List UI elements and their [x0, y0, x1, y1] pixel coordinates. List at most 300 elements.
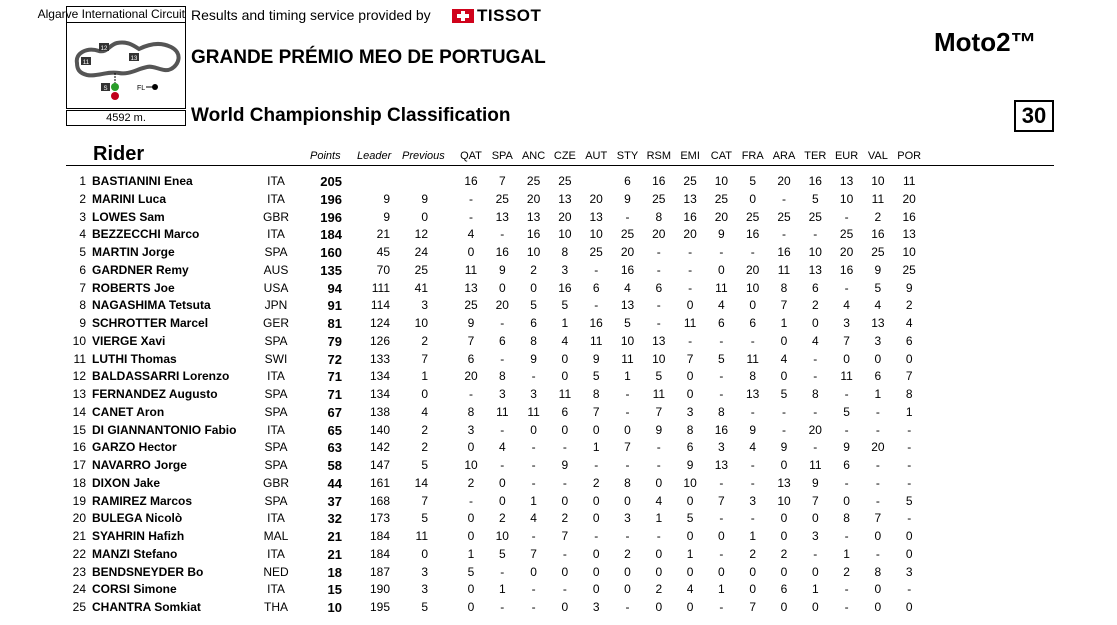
table-row — [0, 582, 1117, 599]
rider-position: 14 — [72, 404, 86, 419]
race-points: 0 — [467, 245, 475, 259]
rider-points: 196 — [320, 209, 342, 225]
column-header-race: STY — [616, 150, 639, 162]
table-row — [0, 334, 1117, 351]
rider-name: BULEGA Nicolò — [92, 511, 183, 526]
gap-to-leader: 173 — [369, 511, 390, 526]
race-points: 8 — [561, 245, 569, 259]
column-header-race: AUT — [585, 150, 608, 162]
race-points: 9 — [655, 422, 663, 437]
race-points: - — [625, 458, 630, 472]
gap-to-leader: 9 — [383, 209, 390, 224]
race-points: 25 — [495, 191, 509, 206]
sponsor-logo — [452, 7, 541, 25]
rider-points: 205 — [320, 174, 342, 189]
race-points: 4 — [467, 227, 475, 242]
race-points: 1 — [498, 582, 506, 597]
race-points: - — [656, 262, 661, 277]
race-points: - — [719, 546, 724, 561]
race-points: 1 — [780, 316, 788, 330]
race-points: 16 — [589, 316, 603, 330]
race-points: - — [719, 600, 724, 614]
race-points: 0 — [843, 351, 850, 366]
gap-to-previous: 3 — [421, 298, 428, 313]
race-points: - — [531, 369, 536, 384]
rider-points: 135 — [320, 262, 342, 278]
race-points: - — [844, 209, 849, 224]
race-points: 16 — [871, 227, 885, 242]
rider-name: ROBERTS Joe — [92, 280, 175, 295]
rider-points: 10 — [327, 600, 342, 615]
svg-text:11: 11 — [82, 60, 90, 66]
header-divider — [66, 165, 1054, 166]
rider-position: 8 — [79, 298, 86, 313]
gap-to-previous: 0 — [421, 209, 428, 224]
rider-name: CANET Aron — [92, 404, 165, 419]
race-points: 16 — [652, 174, 666, 188]
race-points: 2 — [655, 582, 663, 597]
rider-nation: MAL — [263, 529, 289, 543]
race-points: 6 — [498, 333, 506, 348]
race-points: 6 — [530, 316, 537, 330]
race-points: 0 — [905, 529, 913, 543]
rider-position: 10 — [72, 333, 86, 348]
race-points: - — [719, 369, 724, 384]
table-row — [0, 227, 1117, 244]
race-points: 25 — [652, 191, 666, 206]
race-points: 16 — [526, 227, 541, 242]
race-points: 5 — [498, 546, 506, 561]
timing-provider-text: Results and timing service provided by — [191, 7, 431, 23]
race-points: 6 — [655, 280, 663, 295]
race-points: - — [907, 582, 912, 597]
rider-position: 25 — [72, 600, 86, 614]
race-points: 5 — [780, 387, 788, 401]
race-points: 3 — [811, 529, 819, 543]
race-points: - — [844, 529, 849, 543]
race-points: 1 — [843, 546, 850, 561]
rider-name: MANZI Stefano — [92, 546, 178, 561]
race-points: - — [688, 333, 693, 348]
table-row — [0, 369, 1117, 386]
race-points: 0 — [843, 493, 850, 508]
race-points: 0 — [467, 511, 475, 526]
race-points: 8 — [530, 333, 537, 348]
race-points: 7 — [686, 351, 694, 366]
race-points: 0 — [905, 600, 913, 614]
race-points: 0 — [780, 458, 788, 472]
race-points: 0 — [467, 582, 475, 597]
race-points: - — [750, 245, 755, 259]
race-points: - — [625, 387, 630, 401]
race-points: 16 — [495, 245, 509, 259]
race-points: - — [750, 333, 755, 348]
race-points: 2 — [561, 511, 569, 526]
race-points: - — [813, 227, 818, 242]
race-points: 4 — [561, 333, 569, 348]
rider-name: GARZO Hector — [92, 440, 177, 455]
race-points: - — [875, 475, 880, 490]
race-points: - — [625, 529, 630, 543]
race-points: 5 — [686, 511, 694, 526]
race-points: - — [813, 404, 818, 419]
race-points: 9 — [718, 227, 725, 242]
gap-to-previous: 1 — [421, 369, 428, 384]
race-points: 0 — [624, 493, 631, 508]
rider-nation: JPN — [264, 298, 288, 313]
race-points: 0 — [686, 564, 694, 579]
race-points: 20 — [871, 440, 885, 455]
column-header-race: EMI — [680, 150, 700, 162]
rider-name: MARTIN Jorge — [92, 245, 175, 259]
rider-points: 160 — [320, 245, 342, 260]
rider-position: 4 — [79, 227, 86, 242]
race-points: 5 — [811, 191, 819, 206]
race-points: 13 — [620, 298, 635, 313]
race-points: 3 — [718, 440, 725, 455]
rider-position: 7 — [79, 280, 86, 295]
race-points: - — [562, 475, 567, 490]
race-points: 20 — [589, 191, 603, 206]
race-points: 13 — [683, 191, 697, 206]
race-points: 3 — [467, 422, 475, 437]
race-points: - — [719, 245, 724, 259]
race-points: 0 — [718, 262, 725, 277]
column-header-race: CZE — [553, 150, 576, 162]
race-points: 11 — [777, 262, 791, 277]
rider-position: 23 — [72, 564, 86, 579]
race-points: 0 — [530, 280, 537, 295]
race-points: 0 — [811, 600, 819, 614]
race-points: 0 — [780, 529, 788, 543]
race-points: 3 — [749, 493, 757, 508]
race-points: 8 — [498, 369, 506, 384]
race-points: 9 — [561, 458, 569, 472]
race-points: - — [469, 191, 473, 206]
race-points: 0 — [561, 600, 569, 614]
circuit-name: Algarve International Circuit — [37, 7, 185, 21]
race-points: 9 — [749, 422, 757, 437]
gap-to-leader: 168 — [369, 493, 390, 508]
race-points: 7 — [811, 493, 819, 508]
gap-to-leader: 142 — [369, 440, 390, 455]
race-points: 9 — [843, 440, 850, 455]
table-row — [0, 476, 1117, 493]
table-row — [0, 494, 1117, 511]
race-points: 10 — [652, 351, 666, 366]
race-points: 8 — [592, 387, 600, 401]
circuit-length: 4592 m. — [66, 110, 186, 126]
rider-position: 15 — [72, 422, 86, 437]
gap-to-leader: 138 — [369, 404, 390, 419]
rider-position: 6 — [79, 262, 86, 277]
rider-name: DIXON Jake — [92, 475, 161, 490]
race-points: - — [500, 316, 505, 330]
rider-points: 67 — [327, 404, 342, 420]
gap-to-previous: 5 — [421, 600, 428, 614]
race-points: 0 — [467, 440, 475, 455]
gap-to-leader: 187 — [369, 564, 390, 579]
race-points: 0 — [874, 600, 882, 614]
rider-name: CHANTRA Somkiat — [92, 600, 201, 614]
race-points: 25 — [777, 209, 791, 224]
race-points: 0 — [498, 280, 506, 295]
race-points: - — [500, 458, 505, 472]
race-points: 20 — [620, 245, 635, 259]
race-points: 4 — [686, 582, 694, 597]
rider-nation: ITA — [267, 422, 285, 437]
column-header-race: RSM — [646, 150, 672, 162]
rider-points: 18 — [327, 564, 342, 580]
rider-nation: SPA — [264, 245, 288, 259]
rider-nation: GER — [262, 316, 289, 330]
race-points: 5 — [624, 316, 631, 330]
race-points: - — [500, 564, 505, 579]
race-points: 11 — [746, 351, 759, 366]
race-points: 1 — [530, 493, 537, 508]
race-points: 10 — [777, 493, 791, 508]
race-points: 9 — [780, 440, 788, 455]
race-points: 10 — [714, 174, 729, 188]
rider-points: 94 — [327, 280, 342, 296]
rider-nation: ITA — [267, 191, 285, 206]
column-header-points: Points — [310, 150, 341, 162]
column-header-race: POR — [897, 150, 922, 162]
race-points: - — [594, 262, 599, 277]
race-points: 25 — [839, 227, 854, 242]
gap-to-previous: 2 — [421, 333, 428, 348]
race-points: 25 — [589, 245, 603, 259]
race-points: 25 — [683, 174, 697, 188]
race-points: 5 — [655, 369, 663, 384]
gap-to-leader: 111 — [371, 280, 390, 295]
race-points: 0 — [718, 529, 725, 543]
race-points: 10 — [871, 174, 885, 188]
race-points: - — [500, 600, 505, 614]
race-points: 13 — [714, 458, 729, 472]
race-points: 25 — [808, 209, 822, 224]
race-points: 25 — [558, 174, 572, 188]
rider-name: GARDNER Remy — [92, 262, 189, 277]
race-points: 6 — [686, 440, 694, 455]
race-points: 3 — [686, 404, 694, 419]
race-points: 6 — [561, 404, 569, 419]
rider-points: 63 — [327, 440, 342, 456]
rider-name: SCHROTTER Marcel — [92, 316, 209, 330]
race-points: 0 — [718, 564, 725, 579]
race-points: 16 — [558, 280, 572, 295]
race-points: 6 — [467, 351, 475, 366]
race-points: 0 — [780, 564, 788, 579]
gap-to-previous: 41 — [414, 280, 428, 295]
race-points: 1 — [905, 404, 913, 419]
column-header-race: VAL — [867, 150, 888, 162]
race-points: - — [656, 298, 661, 313]
rider-points: 44 — [327, 475, 342, 491]
gap-to-previous: 5 — [421, 458, 428, 472]
rider-name: RAMIREZ Marcos — [92, 493, 193, 508]
gap-to-previous: 3 — [421, 582, 428, 597]
gap-to-leader: 195 — [369, 600, 390, 614]
race-points: 1 — [749, 529, 757, 543]
race-points: 13 — [495, 209, 509, 224]
race-points: 11 — [809, 458, 822, 472]
race-points: 16 — [808, 174, 822, 188]
race-points: 0 — [874, 529, 882, 543]
rider-name: BENDSNEYDER Bo — [92, 564, 204, 579]
race-points: 11 — [683, 316, 697, 330]
race-points: 0 — [561, 351, 569, 366]
rider-nation: ITA — [267, 582, 285, 597]
circuit-map — [66, 22, 186, 109]
rider-position: 5 — [79, 245, 86, 259]
race-points: 7 — [655, 404, 663, 419]
gap-to-previous: 3 — [421, 564, 428, 579]
rider-nation: ITA — [267, 227, 285, 242]
rider-name: CORSI Simone — [92, 582, 177, 597]
race-points: 1 — [874, 387, 882, 401]
table-row — [0, 387, 1117, 404]
race-points: - — [531, 600, 536, 614]
race-points: - — [625, 404, 630, 419]
rider-points: 71 — [327, 387, 342, 402]
race-points: 0 — [905, 351, 913, 366]
race-points: 0 — [592, 546, 600, 561]
race-points: 8 — [874, 564, 882, 579]
race-points: 2 — [498, 511, 506, 526]
race-points: 20 — [464, 369, 478, 384]
rider-name: DI GIANNANTONIO Fabio — [92, 422, 237, 437]
race-points: 4 — [718, 298, 725, 313]
race-points: - — [562, 582, 567, 597]
swiss-cross-icon — [452, 9, 474, 23]
gap-to-previous: 2 — [421, 440, 428, 455]
race-points: - — [813, 546, 818, 561]
column-header-race: SPA — [491, 150, 513, 162]
race-points: 3 — [843, 316, 850, 330]
sponsor-name: TISSOT — [477, 6, 542, 25]
race-points: 4 — [655, 493, 663, 508]
race-points: 0 — [686, 369, 694, 384]
rider-points: 15 — [327, 582, 342, 598]
race-points: - — [844, 422, 849, 437]
race-points: 25 — [620, 227, 635, 242]
gap-to-previous: 7 — [421, 351, 428, 366]
race-points: - — [719, 333, 724, 348]
column-header-race: CAT — [710, 150, 732, 162]
rider-nation: AUS — [263, 262, 289, 277]
table-row — [0, 298, 1117, 315]
race-points: 8 — [718, 404, 725, 419]
race-points: 0 — [686, 298, 694, 313]
race-points: 4 — [874, 298, 882, 313]
race-points: 1 — [624, 369, 631, 384]
race-points: 5 — [467, 564, 475, 579]
race-points: - — [500, 351, 505, 366]
gap-to-leader: 9 — [383, 191, 390, 206]
svg-text:12: 12 — [100, 46, 108, 52]
race-points: 20 — [746, 262, 760, 277]
race-points: - — [875, 404, 880, 419]
race-points: 5 — [749, 174, 757, 188]
race-points: 1 — [655, 511, 663, 526]
table-row — [0, 405, 1117, 422]
race-points: 25 — [714, 191, 729, 206]
race-points: - — [500, 227, 505, 242]
race-points: - — [656, 245, 661, 259]
race-points: - — [782, 422, 786, 437]
rider-position: 22 — [72, 546, 86, 561]
table-row — [0, 511, 1117, 528]
race-points: - — [813, 351, 818, 366]
race-points: 7 — [905, 369, 913, 384]
race-points: 25 — [871, 245, 885, 259]
gap-to-previous: 14 — [414, 475, 428, 490]
race-points: 3 — [530, 387, 537, 401]
gap-to-previous: 2 — [421, 422, 428, 437]
race-points: 9 — [624, 191, 631, 206]
race-points: 0 — [811, 511, 819, 526]
race-points: 0 — [749, 564, 757, 579]
race-points: 7 — [718, 493, 725, 508]
race-points: 0 — [498, 475, 506, 490]
race-points: - — [719, 511, 724, 526]
race-points: 8 — [467, 404, 475, 419]
race-points: 0 — [561, 422, 569, 437]
race-points: 0 — [686, 387, 694, 401]
race-points: - — [907, 458, 912, 472]
column-header-race: TER — [804, 150, 827, 162]
rider-nation: THA — [264, 600, 288, 614]
table-row — [0, 192, 1117, 209]
gap-to-leader: 140 — [369, 422, 390, 437]
race-points: - — [625, 600, 630, 614]
table-row — [0, 210, 1117, 227]
rider-position: 12 — [72, 369, 86, 384]
gap-to-leader: 134 — [369, 369, 390, 384]
race-points: 16 — [683, 209, 697, 224]
race-points: - — [844, 582, 849, 597]
race-points: 20 — [558, 209, 572, 224]
gap-to-leader: 133 — [369, 351, 390, 366]
gap-to-leader: 190 — [369, 582, 390, 597]
rider-position: 2 — [79, 191, 86, 206]
race-points: 20 — [683, 227, 697, 242]
race-points: 9 — [874, 262, 882, 277]
race-points: 0 — [780, 369, 788, 384]
rider-position: 9 — [79, 316, 86, 330]
race-points: 7 — [749, 600, 757, 614]
gap-to-leader: 184 — [369, 546, 390, 561]
race-points: 0 — [874, 582, 882, 597]
race-points: 7 — [561, 529, 569, 543]
race-points: - — [844, 387, 849, 401]
race-points: 4 — [843, 298, 850, 313]
gap-to-previous: 24 — [414, 245, 428, 259]
race-points: 7 — [592, 404, 600, 419]
race-points: - — [813, 369, 818, 384]
race-points: 10 — [558, 227, 572, 242]
race-points: - — [907, 422, 912, 437]
race-points: - — [750, 511, 755, 526]
rider-position: 18 — [72, 475, 86, 490]
race-points: 0 — [874, 351, 882, 366]
race-points: - — [531, 475, 536, 490]
race-points: - — [625, 209, 630, 224]
gap-to-leader: 126 — [369, 333, 390, 348]
race-points: 7 — [498, 174, 506, 188]
column-header-race: EUR — [834, 150, 859, 162]
